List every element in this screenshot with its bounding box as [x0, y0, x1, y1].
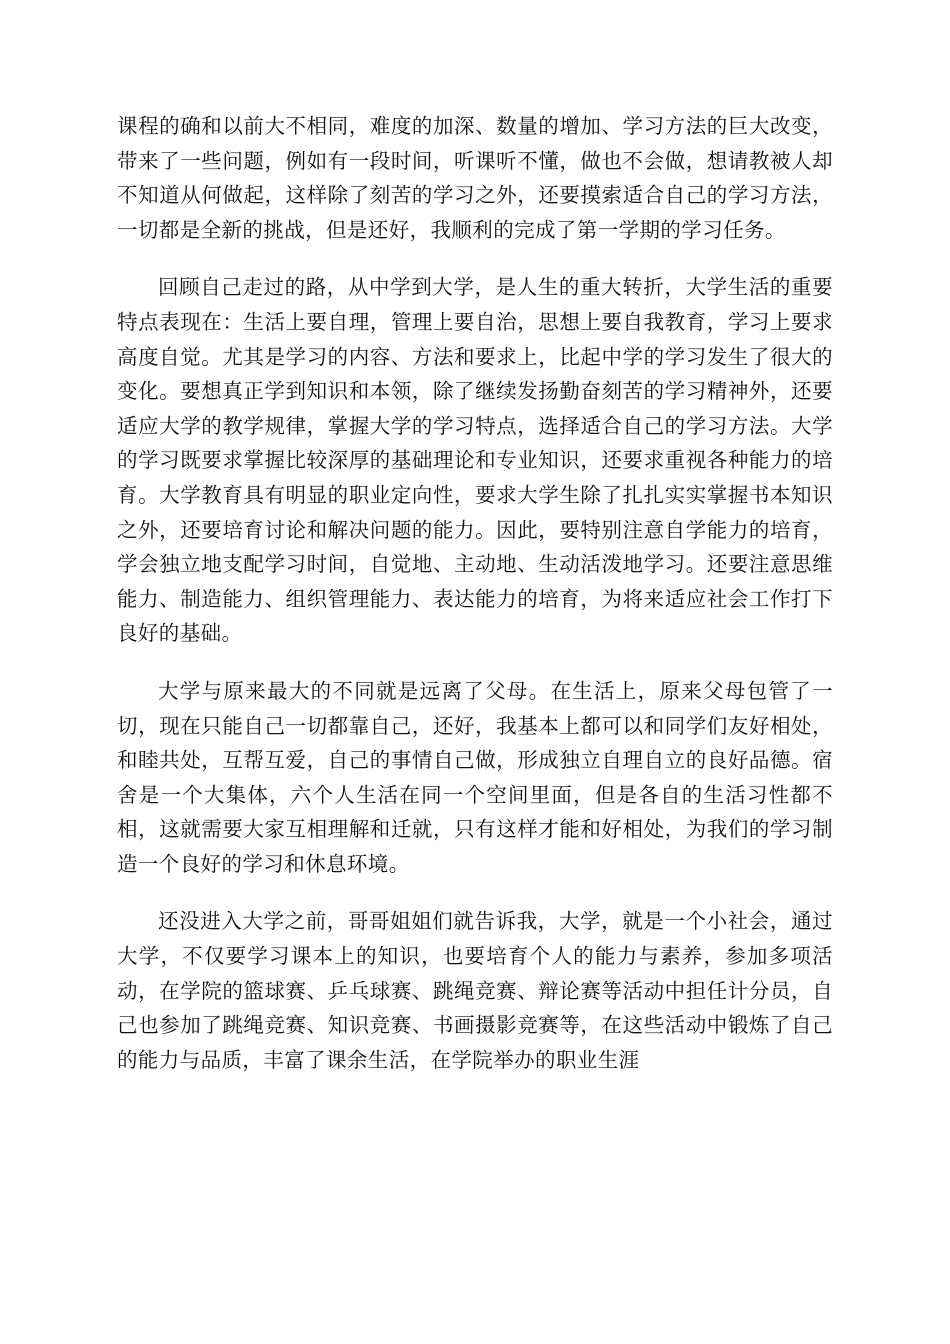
- paragraph-independent-life: 大学与原来最大的不同就是远离了父母。在生活上，原来父母包管了一切，现在只能自己一切都靠自己，还好，我基本上都可以和同学们友好相处，和睦共处，互帮互爱，自己的事情自己做，形成独立自理自立的良好品德。宿舍是一个大集体，六个人生活在同一个空间里面，但是各自的生活习性都不相，这就需要大家互相理解和迁就，只有这样才能和好相处，为我们的学习制造一个良好的学习和休息环境。: [117, 678, 833, 876]
- paragraph-continued-course-difficulty: 课程的确和以前大不相同，难度的加深、数量的增加、学习方法的巨大改变，带来了一些问题，例如有一段时间，听课听不懂，做也不会做，想请教被人却不知道从何做起，这样除了刻苦的学习之外，还要摸索适合自己的学习方法，一切都是全新的挑战，但是还好，我顺利的完成了第一学期的学习任务。: [117, 114, 833, 242]
- paragraph-activities: 还没进入大学之前，哥哥姐姐们就告诉我，大学，就是一个小社会，通过大学，不仅要学习课本上的知识，也要培育个人的能力与素养，参加多项活动，在学院的篮球赛、乒乓球赛、跳绳竞赛、辩论赛等活动中担任计分员，自己也参加了跳绳竞赛、知识竞赛、书画摄影竞赛等，在这些活动中锻炼了自己的能力与品质，丰富了课余生活，在学院举办的职业生涯: [117, 909, 833, 1072]
- document-body: [117, 109, 833, 1077]
- paragraph-university-transition: 回顾自己走过的路，从中学到大学，是人生的重大转折，大学生活的重要特点表现在：生活上要自理，管理上要自治，思想上要自我教育，学习上要求高度自觉。尤其是学习的内容、方法和要求上，比起中学的学习发生了很大的变化。要想真正学到知识和本领，除了继续发扬勤奋刻苦的学习精神外，还要适应大学的教学规律，掌握大学的学习特点，选择适合自己的学习方法。大学的学习既要求掌握比较深厚的基础理论和专业知识，还要求重视各种能力的培育。大学教育具有明显的职业定向性，要求大学生除了扎扎实实掌握书本知识之外，还要培育讨论和解决问题的能力。因此，要特别注意自学能力的培育，学会独立地支配学习时间，自觉地、主动地、生动活泼地学习。还要注意思维能力、制造能力、组织管理能力、表达能力的培育，为将来适应社会工作打下良好的基础。: [117, 275, 833, 646]
